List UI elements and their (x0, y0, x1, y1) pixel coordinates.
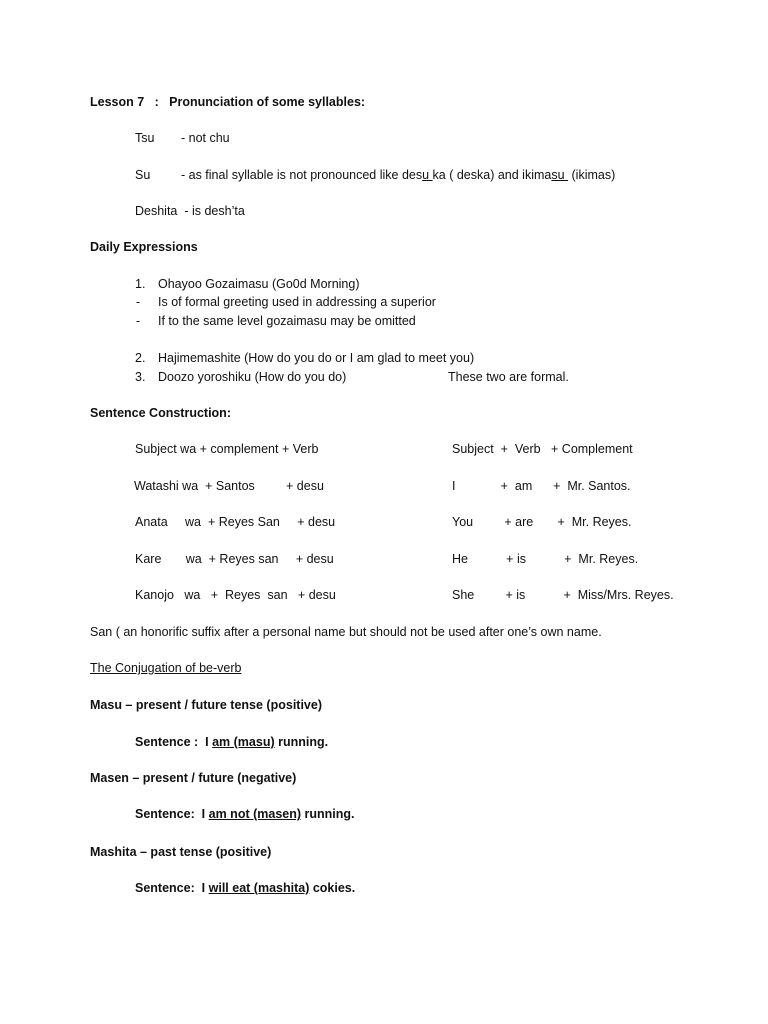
masu-sentence-post: running. (274, 735, 329, 749)
mashita-heading: Mashita – past tense (positive) (90, 845, 272, 859)
example-right: I + am + Mr. Santos. (452, 479, 631, 493)
lesson-title: Lesson 7 : Pronunciation of some syllables: (90, 95, 366, 109)
item2-text: Hajimemashite (How do you do or I am glad to meet you) (158, 351, 475, 365)
pattern-left: Subject wa + complement + Verb (135, 442, 319, 456)
san-note: San ( an honorific suffix after a personal name but should not be used after one’s own name. (90, 625, 602, 639)
bullet2-text: If to the same level gozaimasu may be omitted (158, 314, 416, 328)
deshita-line: Deshita - is desh’ta (135, 204, 245, 218)
bullet1-dash: - (136, 295, 141, 309)
item1-text: Ohayoo Gozaimasu (Go0d Morning) (158, 277, 360, 291)
sentence-heading: Sentence Construction: (90, 406, 231, 420)
item1-number: 1. (135, 277, 146, 291)
masen-sentence-post: running. (301, 807, 355, 821)
example-left: Kanojo wa + Reyes san + desu (135, 588, 336, 602)
item2-number: 2. (135, 351, 146, 365)
example-left: Anata wa + Reyes San + desu (135, 515, 336, 529)
masen-sentence-pre: Sentence: I (135, 807, 209, 821)
example-right: He + is + Mr. Reyes. (452, 552, 639, 566)
example-right: You + are + Mr. Reyes. (452, 515, 632, 529)
masen-heading: Masen – present / future (negative) (90, 771, 297, 785)
su-desc-b: ka ( deska) and ikima (432, 168, 552, 182)
masu-sentence-pre: Sentence : I (135, 735, 213, 749)
example-right: She + is + Miss/Mrs. Reyes. (452, 588, 674, 602)
daily-heading: Daily Expressions (90, 240, 198, 254)
mashita-sentence-pre: Sentence: I (135, 881, 209, 895)
tsu-desc: - not chu (181, 131, 230, 145)
bullet2-dash: - (136, 314, 141, 328)
masen-sentence-underline: am not (masen) (208, 807, 302, 821)
mashita-sentence-underline: will eat (mashita) (208, 881, 310, 895)
mashita-sentence (135, 880, 355, 896)
example-left: Kare wa + Reyes san + desu (135, 552, 334, 566)
masu-heading: Masu – present / future tense (positive) (90, 698, 322, 712)
su-desc-a: - as final syllable is not pronounced like des (181, 168, 423, 182)
su-desc-underline-2: su (551, 168, 569, 182)
bullet1-text: Is of formal greeting used in addressing a superior (158, 295, 436, 309)
item3-number: 3. (135, 370, 146, 384)
pattern-right: Subject + Verb + Complement (452, 442, 633, 456)
masu-sentence (135, 734, 328, 750)
formal-note: These two are formal. (448, 370, 569, 384)
su-desc (181, 167, 615, 183)
masen-sentence (135, 806, 355, 822)
su-desc-underline-1: u (422, 168, 433, 182)
item3-text: Doozo yoroshiku (How do you do) (158, 370, 347, 384)
masu-sentence-underline: am (masu) (212, 735, 275, 749)
conjugation-heading: The Conjugation of be-verb (90, 661, 242, 675)
su-desc-c: (ikimas) (568, 168, 616, 182)
mashita-sentence-post: cokies. (309, 881, 356, 895)
su-term: Su (135, 168, 151, 182)
tsu-term: Tsu (135, 131, 155, 145)
example-left: Watashi wa + Santos + desu (134, 479, 324, 493)
